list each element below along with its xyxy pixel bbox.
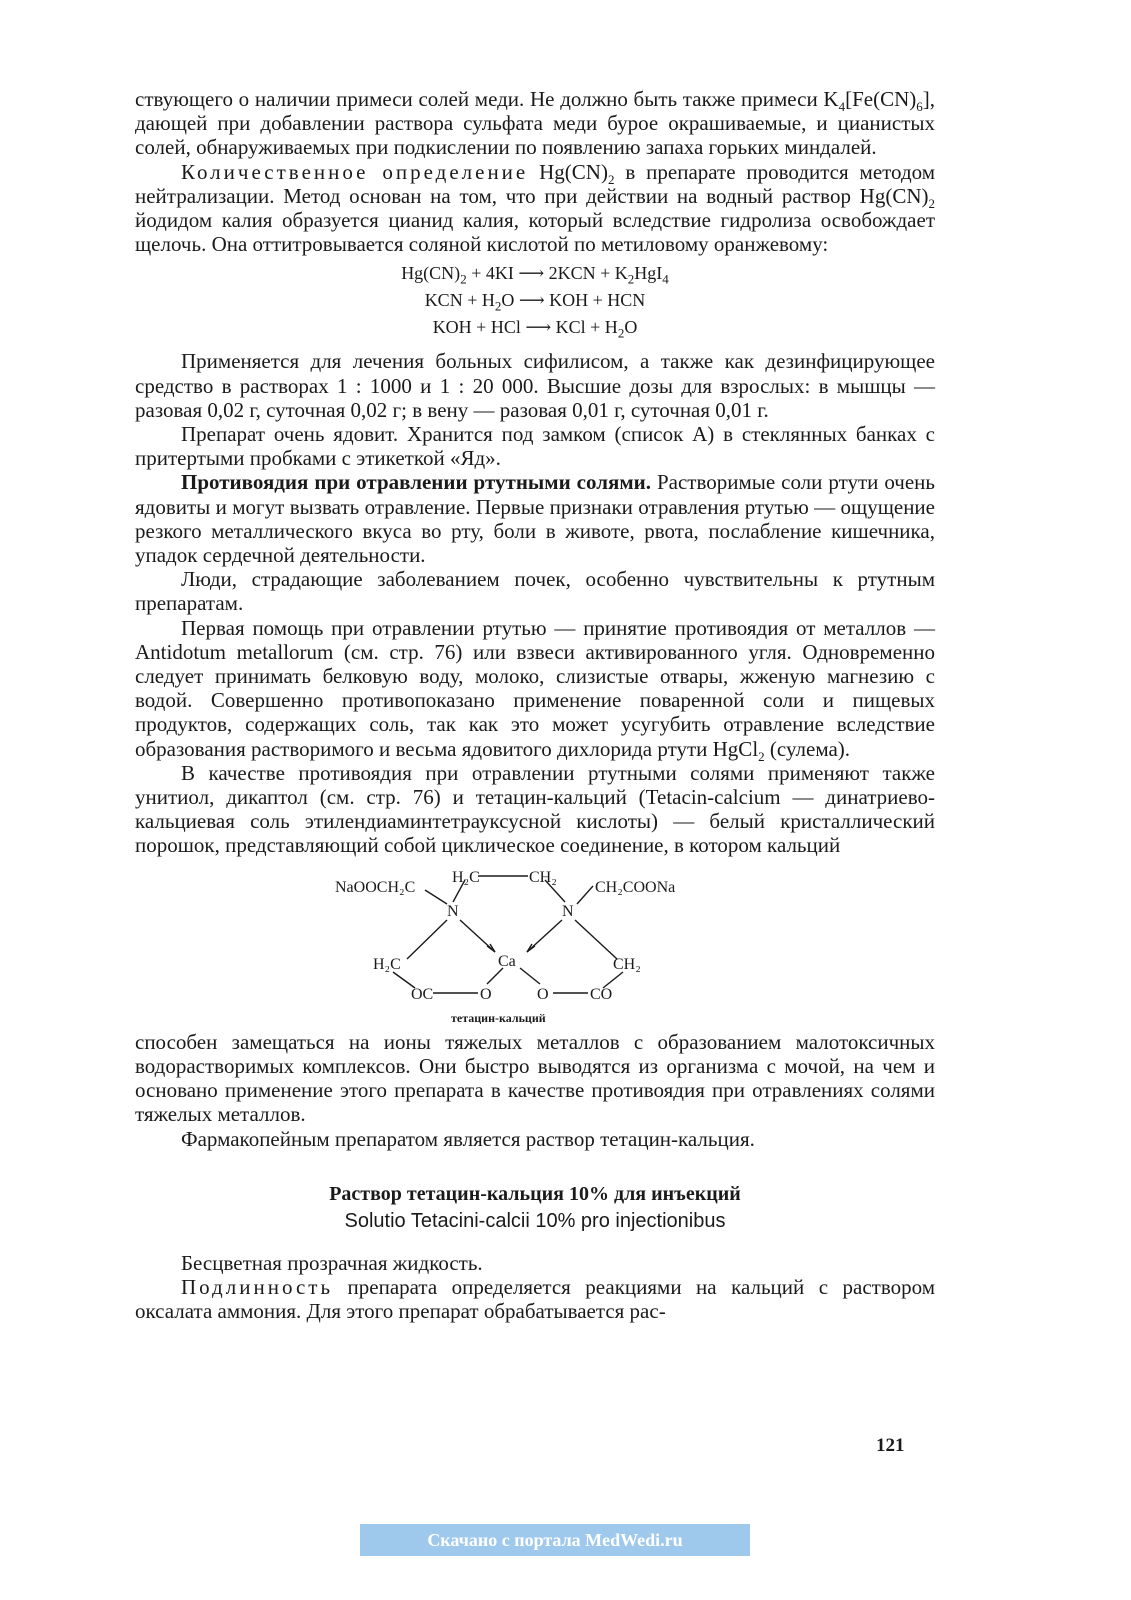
paragraph-pharmacopoeia: Фармакопейным препаратом является раствор тетацин-кальция. <box>181 1126 755 1151</box>
equation-3: KOH + HCl ⟶ KCl + $H_2O$ <box>432 317 638 342</box>
paragraph-quantitative: Количественное определение $Hg(CN)_2$ в препарате проводится методом нейтрализации. Метод основан на том, что при действии на водный раствор $Hg(CN)_2$ йодидом калия образуется цианид калия, который вследствие гидролиза освобождает щелочь. Она оттитровывается соляной кислотой по метиловому оранжевому: <box>135 159 936 257</box>
spaced-term-identity: Подлинность <box>181 1274 334 1299</box>
struct-oc: OC <box>411 985 434 1003</box>
struct-ch2-top: CH₂ <box>529 868 557 886</box>
reaction-equations <box>135 260 935 341</box>
struct-o-right: O <box>537 985 549 1003</box>
struct-o-left: O <box>480 985 492 1003</box>
paragraph-description: Бесцветная прозрачная жидкость. <box>181 1250 483 1275</box>
monograph-heading <box>135 1181 935 1235</box>
struct-ch2-bottom: CH₂ <box>613 955 641 973</box>
struct-bonds <box>393 876 623 993</box>
monograph-title-ru: Раствор тетацин-кальция 10% для инъекций <box>329 1182 741 1205</box>
section-run-in-heading: Противоядия при отравлении ртутными солями. <box>181 470 652 495</box>
paragraph-1: ствующего о наличии примеси солей меди. Не должно быть также примеси $K_4[Fe(CN)_6]$, дающей при добавлении раствора сульфата меди бурое окрашиваемые, и цианистых солей, обнаруживаемых при подкислении по появлению запаха горьких миндалей. <box>135 87 935 160</box>
struct-h2c-top: H₂C <box>452 868 480 886</box>
struct-caption: тетацин-кальций <box>451 1010 546 1024</box>
paragraph-usage: Применяется для лечения больных сифилисом, а также как дезинфицирующее средство в растворах 1 : 1000 и 1 : 20 000. Высшие дозы для взрослых: в мышцы — разовая 0,02 г, суточная 0,02 г; в вену — разовая 0,01 г, суточная 0,01 г. <box>135 349 935 422</box>
paragraph-first-aid: Первая помощь при отравлении ртутью — принятие противоядия от металлов — Antidotum metallorum (см. стр. 76) или взвеси активированного угля. Одновременно следует принимать белковую воду, молоко, слизистые отвары, жженую магнезию с водой. Совершенно противопоказано применение поваренной соли и пищевых продуктов, содержащих соль, так как это может усугубить отравление вследствие образования растворимого и весьма ядовитого дихлорида ртути HgCl$_2$ (сулема). <box>135 615 935 764</box>
struct-right-group: CH₂COONa <box>595 878 676 896</box>
monograph-title-lat: Solutio Tetacini-calcii 10% pro injectionibus <box>344 1209 726 1232</box>
paragraph-identity: Подлинность препарата определяется реакциями на кальций с раствором оксалата аммония. Для этого препарат обрабатывается рас- <box>135 1274 935 1324</box>
struct-left-group: NaOOCH₂C <box>335 878 416 896</box>
download-banner: Скачано с портала MedWedi.ru <box>360 1524 750 1556</box>
paragraph-tetacin: В качестве противоядия при отравлении ртутными солями применяют также унитиол, дикаптол (см. стр. 76) и тетацин-кальций (Tetacin-calcium — динатриево-кальциевая соль этилендиаминтетрауксусной кислоты) — белый кристаллический порошок, представляющий собой циклическое соединение, в котором кальций <box>135 760 935 858</box>
struct-n-left: N <box>447 902 459 920</box>
structure-diagram <box>135 864 935 1024</box>
paragraph-kidneys: Люди, страдающие заболеванием почек, особенно чувствительны к ртутным препаратам. <box>135 567 935 616</box>
struct-n-right: N <box>562 902 574 920</box>
paragraph-storage: Препарат очень ядовит. Хранится под замком (список А) в стеклянных банках с притертыми пробками с этикеткой «Яд». <box>135 422 935 471</box>
text-column <box>135 87 935 1323</box>
page-number: 121 <box>876 1435 905 1456</box>
struct-h2c-bottom: H₂C <box>373 955 401 973</box>
paragraph-antidotes: Противоядия при отравлении ртутными солями. Растворимые соли ртути очень ядовиты и могут вызвать отравление. Первые признаки отравления ртутью — ощущение резкого металлического вкуса во рту, боли в животе, рвота, послабление кишечника, упадок сердечной деятельности. <box>135 470 935 568</box>
equation-1: $Hg(CN)_2 + 4KI$ ⟶ $2KCN + K_2HgI_4$ <box>401 263 669 288</box>
spaced-term: Количественное определение <box>181 159 529 184</box>
struct-co: CO <box>590 985 613 1003</box>
struct-ca: Ca <box>498 952 516 970</box>
paragraph-complexes: способен замещаться на ионы тяжелых металлов с образованием малотоксичных водорастворимых комплексов. Они быстро выводятся из организма с мочой, на чем и основано применение этого препарата в качестве противоядия при отравлениях солями тяжелых металлов. <box>135 1029 935 1127</box>
equation-2: KCN + $H_2O$ ⟶ KOH + HCN <box>424 290 646 315</box>
tetacin-calcium-structure <box>135 864 935 1024</box>
